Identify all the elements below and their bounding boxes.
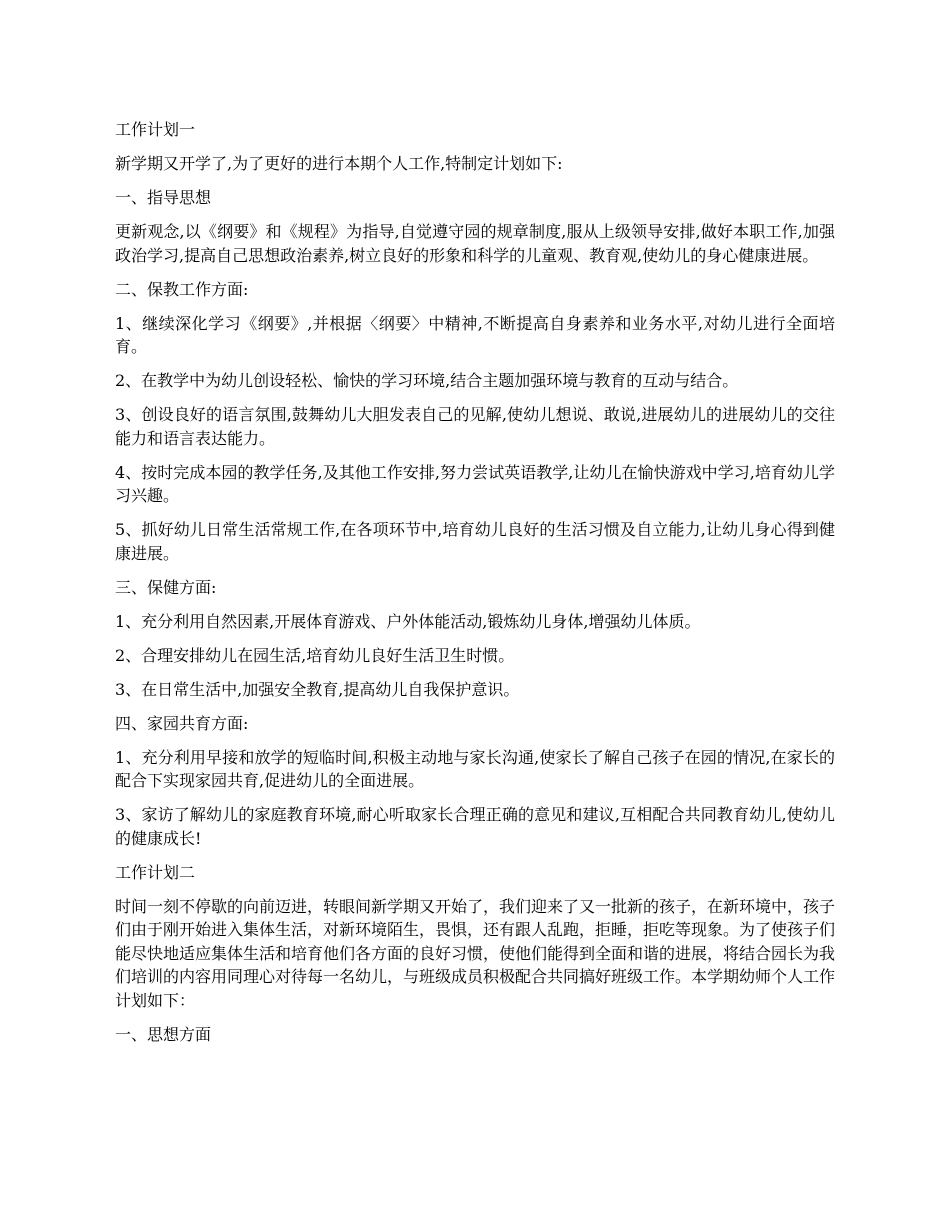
document-body: [115, 118, 835, 1057]
home-school-item-3: 3、家访了解幼儿的家庭教育环境,耐心听取家长合理正确的意见和建议,互相配合共同教育幼儿,使幼儿的健康成长!: [115, 805, 835, 848]
heading-ideology-aspect: 一、思想方面: [115, 1024, 212, 1044]
heading-health-care: 三、保健方面:: [115, 577, 217, 597]
health-item-3: 3、在日常生活中,加强安全教育,提高幼儿自我保护意识。: [115, 679, 520, 699]
teaching-item-5: 5、抓好幼儿日常生活常规工作,在各项环节中,培育幼儿良好的生活习惯及自立能力,让幼儿身心得到健康进展。: [115, 520, 835, 563]
teaching-item-1: 1、继续深化学习《纲要》,并根据〈纲要〉中精神,不断提高自身素养和业务水平,对幼儿进行全面培育。: [115, 313, 835, 356]
teaching-item-4: 4、按时完成本园的教学任务,及其他工作安排,努力尝试英语教学,让幼儿在愉快游戏中学习,培育幼儿学习兴趣。: [115, 462, 835, 505]
intro-paragraph: 新学期又开学了,为了更好的进行本期个人工作,特制定计划如下:: [115, 154, 563, 173]
health-item-1: 1、充分利用自然因素,开展体育游戏、户外体能活动,锻炼幼儿身体,增强幼儿体质。: [115, 611, 701, 631]
heading-guiding-ideology: 一、指导思想: [115, 188, 212, 207]
section-title-plan-one: 工作计划一: [115, 120, 196, 139]
section-title-plan-two: 工作计划二: [115, 862, 196, 882]
plan-two-intro-paragraph: 时间一刻不停歇的向前迈进，转眼间新学期又开始了，我们迎来了又一批新的孩子，在新环境中，孩子们由于刚开始进入集体生活，对新环境陌生，畏惧，还有跟人乱跑，拒睡，拒吃等现象。为了使孩子们能尽快地适应集体生活和培育他们各方面的良好习惯，使他们能得到全面和谐的进展，将结合园长为我们培训的内容用同理心对待每一名幼儿，与班级成员积极配合共同搞好班级工作。本学期幼师个人工作计划如下：: [115, 896, 836, 1010]
teaching-item-3: 3、创设良好的语言氛围,鼓舞幼儿大胆发表自己的见解,使幼儿想说、敢说,进展幼儿的进展幼儿的交往能力和语言表达能力。: [115, 405, 835, 448]
health-item-2: 2、合理安排幼儿在园生活,培育幼儿良好生活卫生时惯。: [115, 645, 515, 665]
home-school-item-1: 1、充分利用早接和放学的短临时间,积极主动地与家长沟通,使家长了解自己孩子在园的情况,在家长的配合下实现家园共育,促进幼儿的全面进展。: [115, 747, 835, 790]
heading-home-school: 四、家园共育方面:: [115, 713, 249, 733]
teaching-item-2: 2、在教学中为幼儿创设轻松、愉快的学习环境,结合主题加强环境与教育的互动与结合。: [115, 371, 739, 390]
paragraph-guiding-ideology: 更新观念,以《纲要》和《规程》为指导,自觉遵守园的规章制度,服从上级领导安排,做好本职工作,加强政治学习,提高自己思想政治素养,树立良好的形象和科学的儿童观、教育观,使幼儿的身心健康进展。: [115, 222, 835, 265]
heading-teaching-work: 二、保教工作方面:: [115, 279, 249, 299]
